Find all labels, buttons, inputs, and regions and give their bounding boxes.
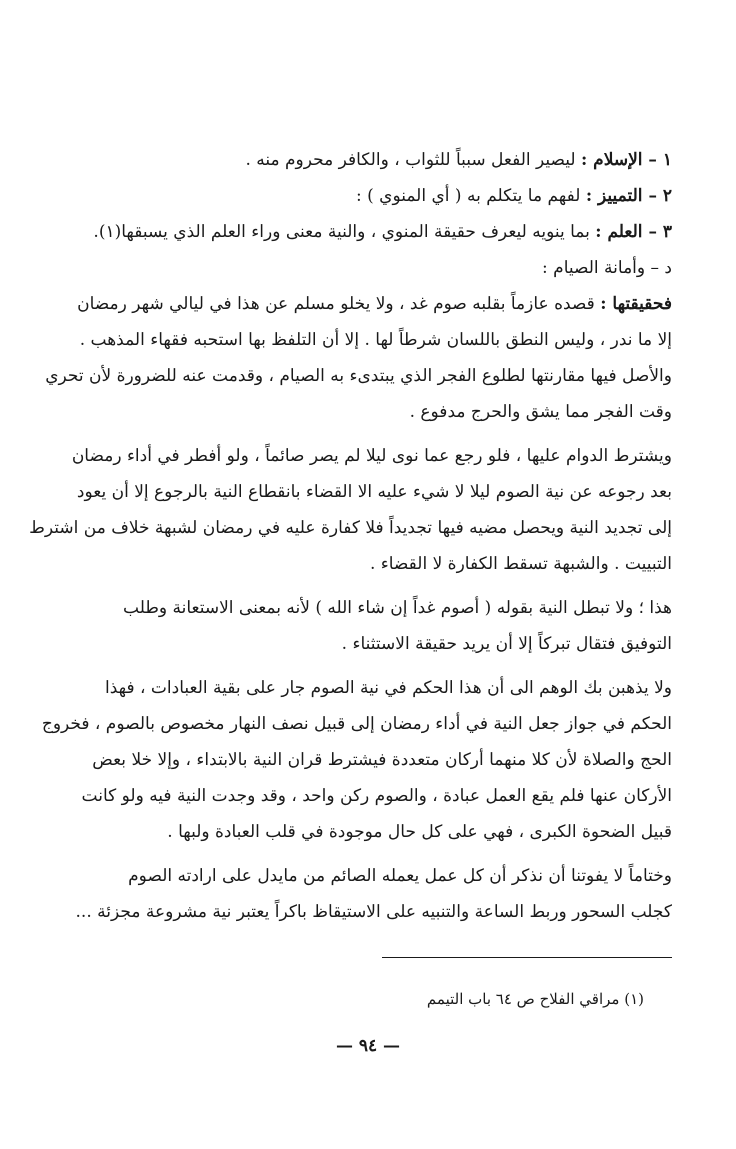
line-text: كجلب السحور وربط الساعة والتنبيه على الاستيقاظ باكراً يعتبر نية مشروعة مجزئة ... [75,902,672,922]
line-text: لفهم ما يتكلم به ( أي المنوي ) : [355,186,586,206]
text-line [92,750,672,786]
text-line [93,222,672,258]
line-heading: ٢ – التمييز : [585,186,672,206]
page-number: — ٩٤ — [335,1036,401,1056]
line-text: التبييت . والشبهة تسقط الكفارة لا القضاء . [369,554,672,574]
text-line [96,150,672,186]
line-text: ولا يذهبن بك الوهم الى أن هذا الحكم في نية الصوم جار على بقية العبادات ، فهذا [105,678,672,698]
line-text: ليصير الفعل سبباً للثواب ، والكافر محروم منه . [245,150,581,170]
text-line [71,446,672,482]
line-text: قصده عازماً بقلبه صوم غد ، ولا يخلو مسلم عن هذا في ليالي شهر رمضان [77,294,601,314]
text-line [96,554,672,590]
line-text: الحكم في جواز جعل النية في أداء رمضان إلى قبيل نصف النهار مخصوص بالصوم ، فخروج [41,714,672,734]
text-line [79,330,672,366]
text-line [96,866,672,902]
line-text: بعد رجوعه عن نية الصوم ليلا لا شيء عليه الا القضاء بانقطاع النية بالرجوع إلا أن يعود [76,482,672,502]
text-line [96,598,672,634]
line-text: هذا ؛ ولا تبطل النية بقوله ( أصوم غداً إن شاء الله ) لأنه بمعنى الاستعانة وطلب [123,598,672,618]
text-line [29,518,672,554]
text-line [96,634,672,670]
text-line [96,678,672,714]
text-line [96,186,672,222]
line-text: وقت الفجر مما يشق والحرج مدفوع . [409,402,672,422]
line-text: إلا ما ندر ، وليس النطق باللسان شرطاً لها . إلا أن التلفظ بها استحبه فقهاء المذهب . [79,330,672,350]
paragraph-gap [96,590,672,598]
text-line [76,482,672,518]
line-text: وختاماً لا يفوتنا أن نذكر أن كل عمل يعمله الصائم من مايدل على ارادته الصوم [128,866,672,886]
main-text [29,150,672,938]
footnote: (١) مراقي الفلاح ص ٦٤ باب التيمم [426,990,644,1008]
text-line [81,786,672,822]
line-text: الحج والصلاة لأن كلا منهما أركان متعددة فيشترط قران النية بالابتداء ، وإلا خلا بعض [92,750,672,770]
text-line [96,258,672,294]
line-text: ويشترط الدوام عليها ، فلو رجع عما نوى ليلا لم يصر صائماً ، ولو أفطر في أداء رمضان [71,446,672,466]
text-line [75,902,672,938]
line-heading: ٣ – العلم : [595,222,672,242]
line-text: قبيل الضحوة الكبرى ، فهي على كل حال موجودة في قلب العبادة ولبها . [167,822,672,842]
line-text: التوفيق فتقال تبركاً إلا أن يريد حقيقة الاستثناء . [341,634,672,654]
paragraph-gap [96,858,672,866]
line-text: الأركان عنها فلم يقع العمل عبادة ، والصوم ركن واحد ، وقد وجدت النية فيه ولو كانت [81,786,672,806]
line-text: د – وأمانة الصيام : [542,258,672,278]
paragraph-gap [96,670,672,678]
text-line [77,294,672,330]
line-text: إلى تجديد النية ويحصل مضيه فيها تجديداً فلا كفارة عليه في رمضان لشبهة خلاف من اشترط [29,518,672,538]
line-heading: ١ – الإسلام : [580,150,672,170]
text-line [45,366,672,402]
line-text: بما ينويه ليعرف حقيقة المنوي ، والنية معنى وراء العلم الذي يسبقها(١). [93,222,596,242]
line-heading: فحقيقتها : [600,294,672,314]
line-text: والأصل فيها مقارنتها لطلوع الفجر الذي يبتدىء به الصيام ، وقدمت عنه للضرورة لأن تحري [45,366,672,386]
footnote-divider [382,957,672,958]
text-line [96,822,672,858]
text-line [41,714,672,750]
text-line [96,402,672,438]
paragraph-gap [96,438,672,446]
